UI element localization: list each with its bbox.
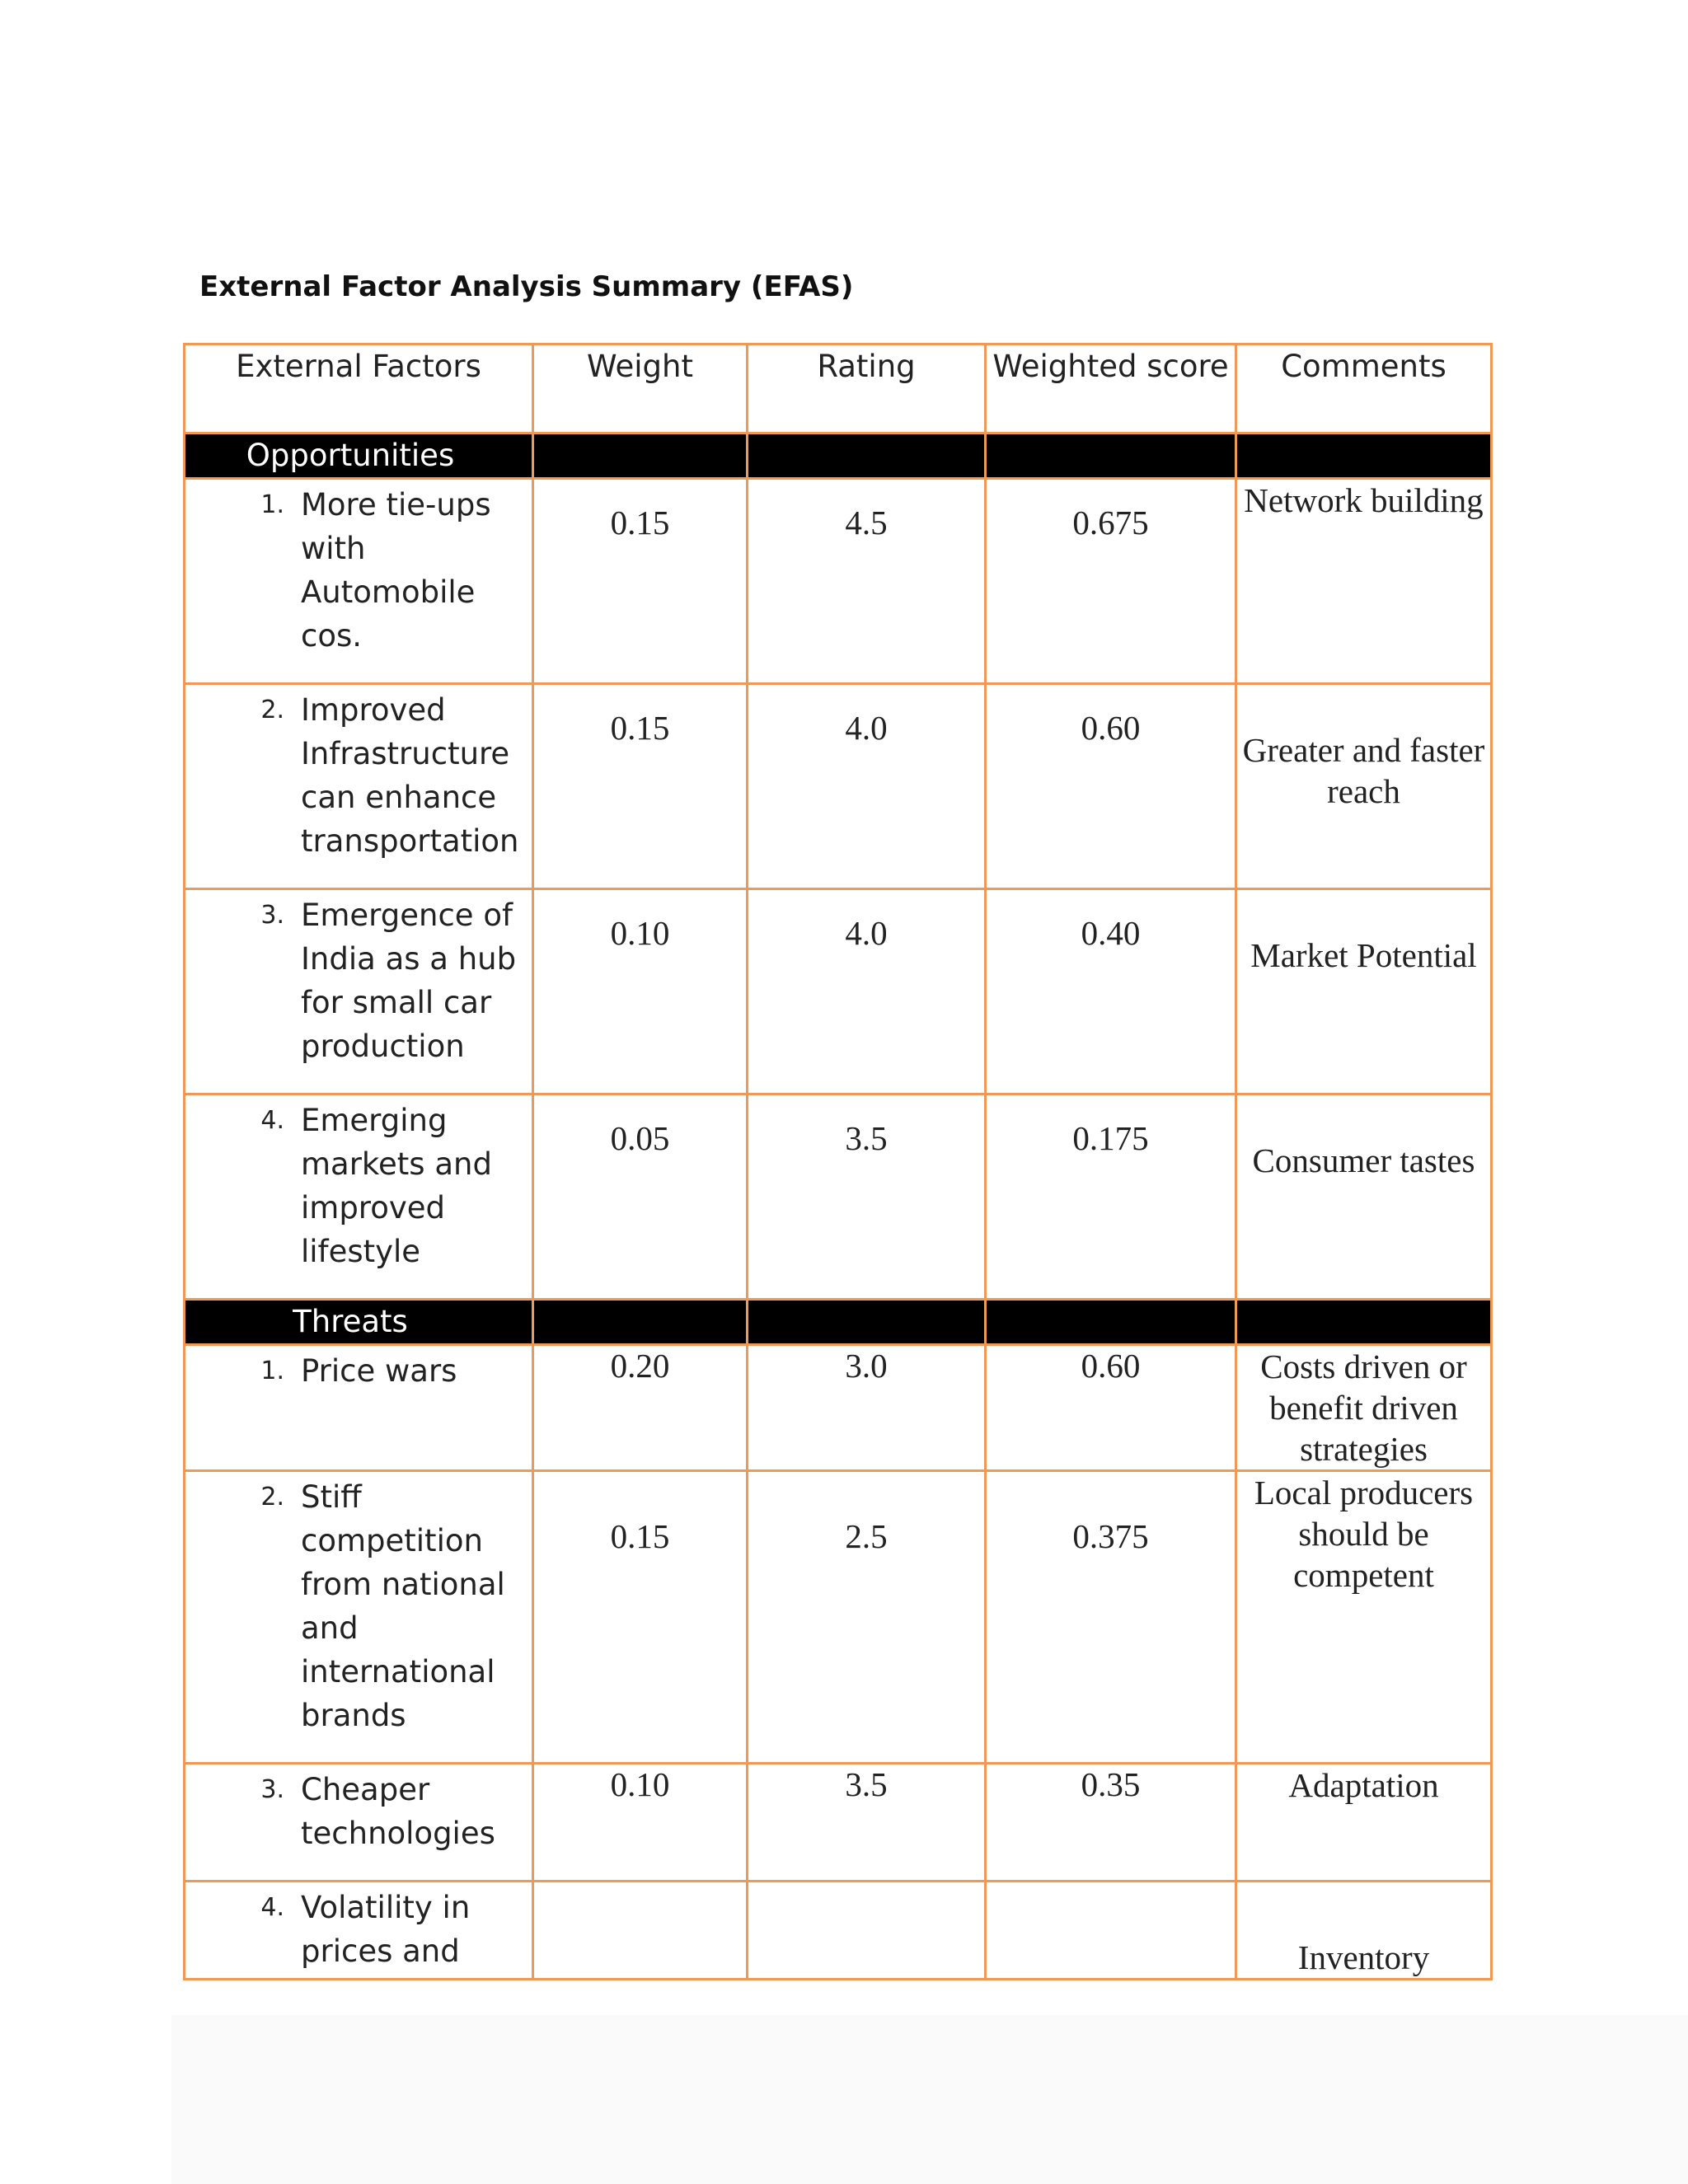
factor-cell (185, 1471, 533, 1764)
factor-text: Emergence of India as a hub for small car production (301, 898, 517, 1064)
column-header: Comments (1236, 344, 1492, 434)
factor-text: Stiff competition from national and international brands (301, 1479, 505, 1733)
weighted-score-cell: 0.175 (986, 1094, 1236, 1300)
weighted-score-cell: 0.60 (986, 684, 1236, 889)
factor-text: Price wars (301, 1353, 457, 1389)
comment-cell: Inventory (1236, 1882, 1492, 1980)
comment-cell: Adaptation (1236, 1764, 1492, 1882)
comment-cell: Consumer tastes (1236, 1094, 1492, 1300)
opportunity-row (185, 479, 1492, 684)
rating-cell: 4.0 (748, 684, 986, 889)
column-header: External Factors (185, 344, 533, 434)
factor-text: Volatility in prices and (301, 1890, 471, 1969)
efas-table (183, 343, 1493, 1980)
factor-cell (185, 1764, 533, 1882)
weight-cell: 0.15 (533, 1471, 748, 1764)
weight-cell: 0.10 (533, 889, 748, 1094)
weight-cell: 0.05 (533, 1094, 748, 1300)
weight-cell (533, 1882, 748, 1980)
section-label: Threats (185, 1300, 533, 1345)
factor-cell (185, 1882, 533, 1980)
weighted-score-cell (986, 1882, 1236, 1980)
factor-text: Cheaper technologies (301, 1772, 495, 1851)
page-bottom-shade (171, 2015, 1688, 2184)
item-number: 4. (260, 1106, 284, 1135)
factor-text: Improved Infrastructure can enhance transportation (301, 692, 519, 859)
rating-cell (748, 1882, 986, 1980)
document-title: External Factor Analysis Summary (EFAS) (199, 270, 854, 303)
table-header-row (185, 344, 1492, 434)
item-number: 4. (260, 1893, 284, 1922)
rating-cell: 4.0 (748, 889, 986, 1094)
weighted-score-cell: 0.675 (986, 479, 1236, 684)
comment-cell: Network building (1236, 479, 1492, 684)
comment-cell: Costs driven or benefit driven strategies (1236, 1345, 1492, 1471)
threat-row (185, 1471, 1492, 1764)
weight-cell: 0.20 (533, 1345, 748, 1471)
item-number: 2. (260, 1483, 284, 1511)
factor-cell (185, 479, 533, 684)
threat-row (185, 1345, 1492, 1471)
threat-row (185, 1882, 1492, 1980)
column-header: Rating (748, 344, 986, 434)
comment-cell: Market Potential (1236, 889, 1492, 1094)
opportunity-row (185, 684, 1492, 889)
comment-cell: Greater and faster reach (1236, 684, 1492, 889)
factor-cell (185, 1094, 533, 1300)
item-number: 3. (260, 901, 284, 930)
column-header: Weight (533, 344, 748, 434)
comment-cell: Local producers should be competent (1236, 1471, 1492, 1764)
section-label: Opportunities (185, 434, 533, 479)
opportunity-row (185, 1094, 1492, 1300)
factor-cell (185, 684, 533, 889)
column-header: Weighted score (986, 344, 1236, 434)
item-number: 2. (260, 696, 284, 724)
opportunities-section-row (185, 434, 1492, 479)
factor-text: More tie-ups with Automobile cos. (301, 487, 491, 654)
weighted-score-cell: 0.40 (986, 889, 1236, 1094)
weighted-score-cell: 0.35 (986, 1764, 1236, 1882)
weighted-score-cell: 0.375 (986, 1471, 1236, 1764)
item-number: 1. (260, 1357, 284, 1385)
weighted-score-cell: 0.60 (986, 1345, 1236, 1471)
threats-section-row (185, 1300, 1492, 1345)
rating-cell: 4.5 (748, 479, 986, 684)
rating-cell: 2.5 (748, 1471, 986, 1764)
rating-cell: 3.5 (748, 1094, 986, 1300)
weight-cell: 0.10 (533, 1764, 748, 1882)
weight-cell: 0.15 (533, 684, 748, 889)
factor-cell (185, 1345, 533, 1471)
rating-cell: 3.5 (748, 1764, 986, 1882)
item-number: 1. (260, 490, 284, 519)
weight-cell: 0.15 (533, 479, 748, 684)
factor-text: Emerging markets and improved lifestyle (301, 1103, 492, 1269)
factor-cell (185, 889, 533, 1094)
opportunity-row (185, 889, 1492, 1094)
item-number: 3. (260, 1775, 284, 1804)
threat-row (185, 1764, 1492, 1882)
rating-cell: 3.0 (748, 1345, 986, 1471)
